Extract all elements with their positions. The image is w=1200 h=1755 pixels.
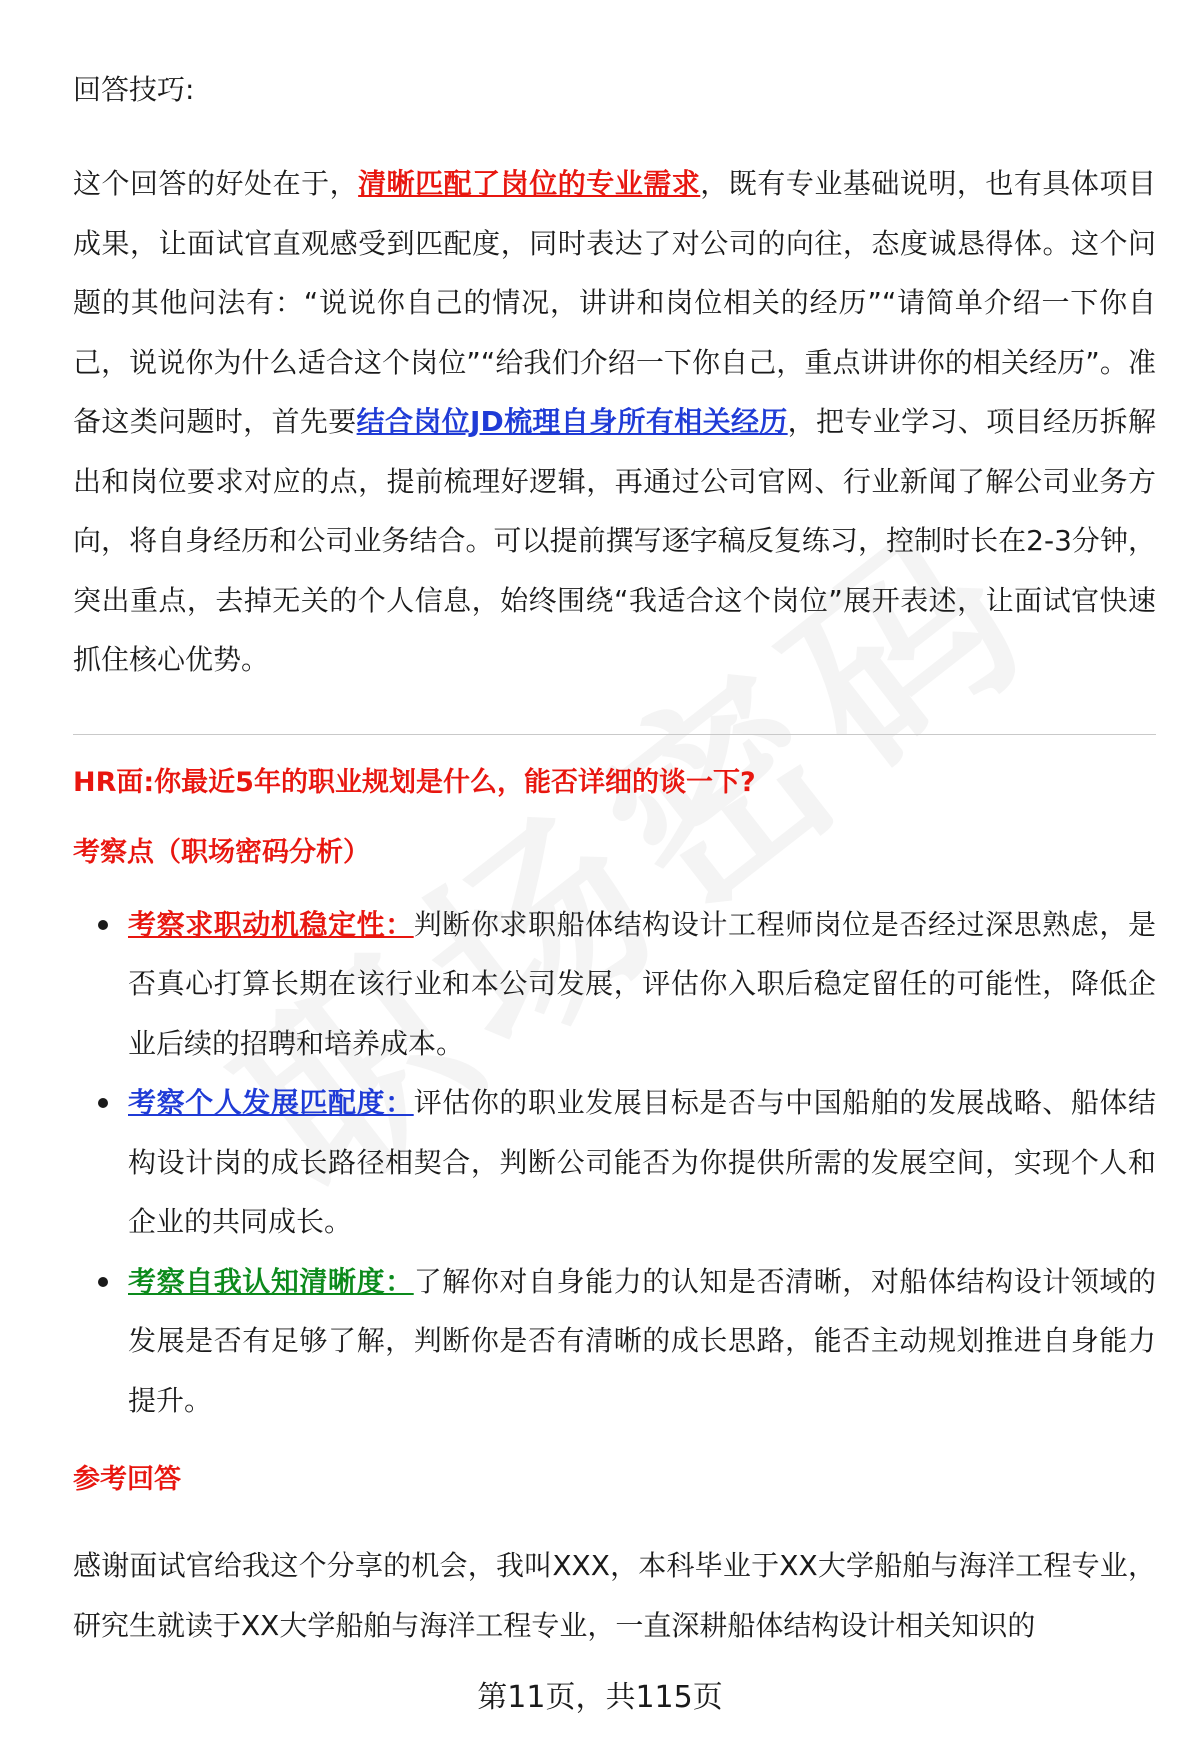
- tips-text-1: 这个回答的好处在于，: [73, 167, 359, 200]
- tips-text-2: ，既有专业基础说明，也有具体项目成果，让面试官直观感受到匹配度，同时表达了对公司的向往，态度诚恳得体。这个问题的其他问法有：“说说你自己的情况，讲讲和岗位相关的经历”“请简单介绍一下你自己，说说你为什么适合这个岗位”“给我们介绍一下你自己，重点讲讲你的相关经历”。准备这类问题时，首先要: [73, 167, 1156, 438]
- bullet-icon: [98, 920, 108, 930]
- exam-points-list: [73, 895, 1156, 1431]
- exam-point-self-awareness: [73, 1252, 1156, 1431]
- exam-point-text: 判断你求职船体结构设计工程师岗位是否经过深思熟虑，是否真心打算长期在该行业和本公司发展，评估你入职后稳定留任的可能性，降低企业后续的招聘和培养成本。: [128, 907, 1156, 1060]
- exam-points-title: 考察点（职场密码分析）: [73, 836, 370, 868]
- exam-point-text: 了解你对自身能力的认知是否清晰，对船体结构设计领域的发展是否有足够了解，判断你是否有清晰的成长思路，能否主动规划推进自身能力提升。: [128, 1264, 1156, 1417]
- document-page: [73, 60, 1156, 1655]
- highlight-match-requirement: 清晰匹配了岗位的专业需求: [358, 167, 701, 200]
- bullet-icon: [98, 1277, 108, 1287]
- exam-point-stability: [73, 895, 1156, 1074]
- answer-paragraph: 感谢面试官给我这个分享的机会，我叫XXX，本科毕业于XX大学船舶与海洋工程专业，研究生就读于XX大学船舶与海洋工程专业，一直深耕船体结构设计相关知识的: [73, 1549, 1156, 1642]
- tips-text-3: ，把专业学习、项目经历拆解出和岗位要求对应的点，提前梳理好逻辑，再通过公司官网、行业新闻了解公司业务方向，将自身经历和公司业务结合。可以提前撰写逐字稿反复练习，控制时长在2-3分钟，突出重点，去掉无关的个人信息，始终围绕“我适合这个岗位”展开表述，让面试官快速抓住核心优势。: [73, 405, 1156, 676]
- exam-point-label: 考察自我认知清晰度：: [128, 1264, 414, 1298]
- exam-point-development: [73, 1073, 1156, 1252]
- answer-title: 参考回答: [73, 1464, 181, 1495]
- tips-paragraph: [73, 154, 1156, 690]
- exam-point-label: 考察个人发展匹配度：: [128, 1086, 414, 1119]
- exam-point-text: 评估你的职业发展目标是否与中国船舶的发展战略、船体结构设计岗的成长路径相契合，判断公司能否为你提供所需的发展空间，实现个人和企业的共同成长。: [128, 1086, 1156, 1238]
- question-title: HR面:你最近5年的职业规划是什么，能否详细的谈一下?: [73, 766, 756, 798]
- page-number-footer: 第11页，共115页: [477, 1680, 723, 1715]
- bullet-icon: [98, 1098, 108, 1108]
- highlight-jd-experience: 结合岗位JD梳理自身所有相关经历: [356, 405, 788, 438]
- tips-label: 回答技巧:: [73, 73, 195, 106]
- exam-point-label: 考察求职动机稳定性：: [128, 907, 414, 941]
- section-divider: [73, 734, 1156, 735]
